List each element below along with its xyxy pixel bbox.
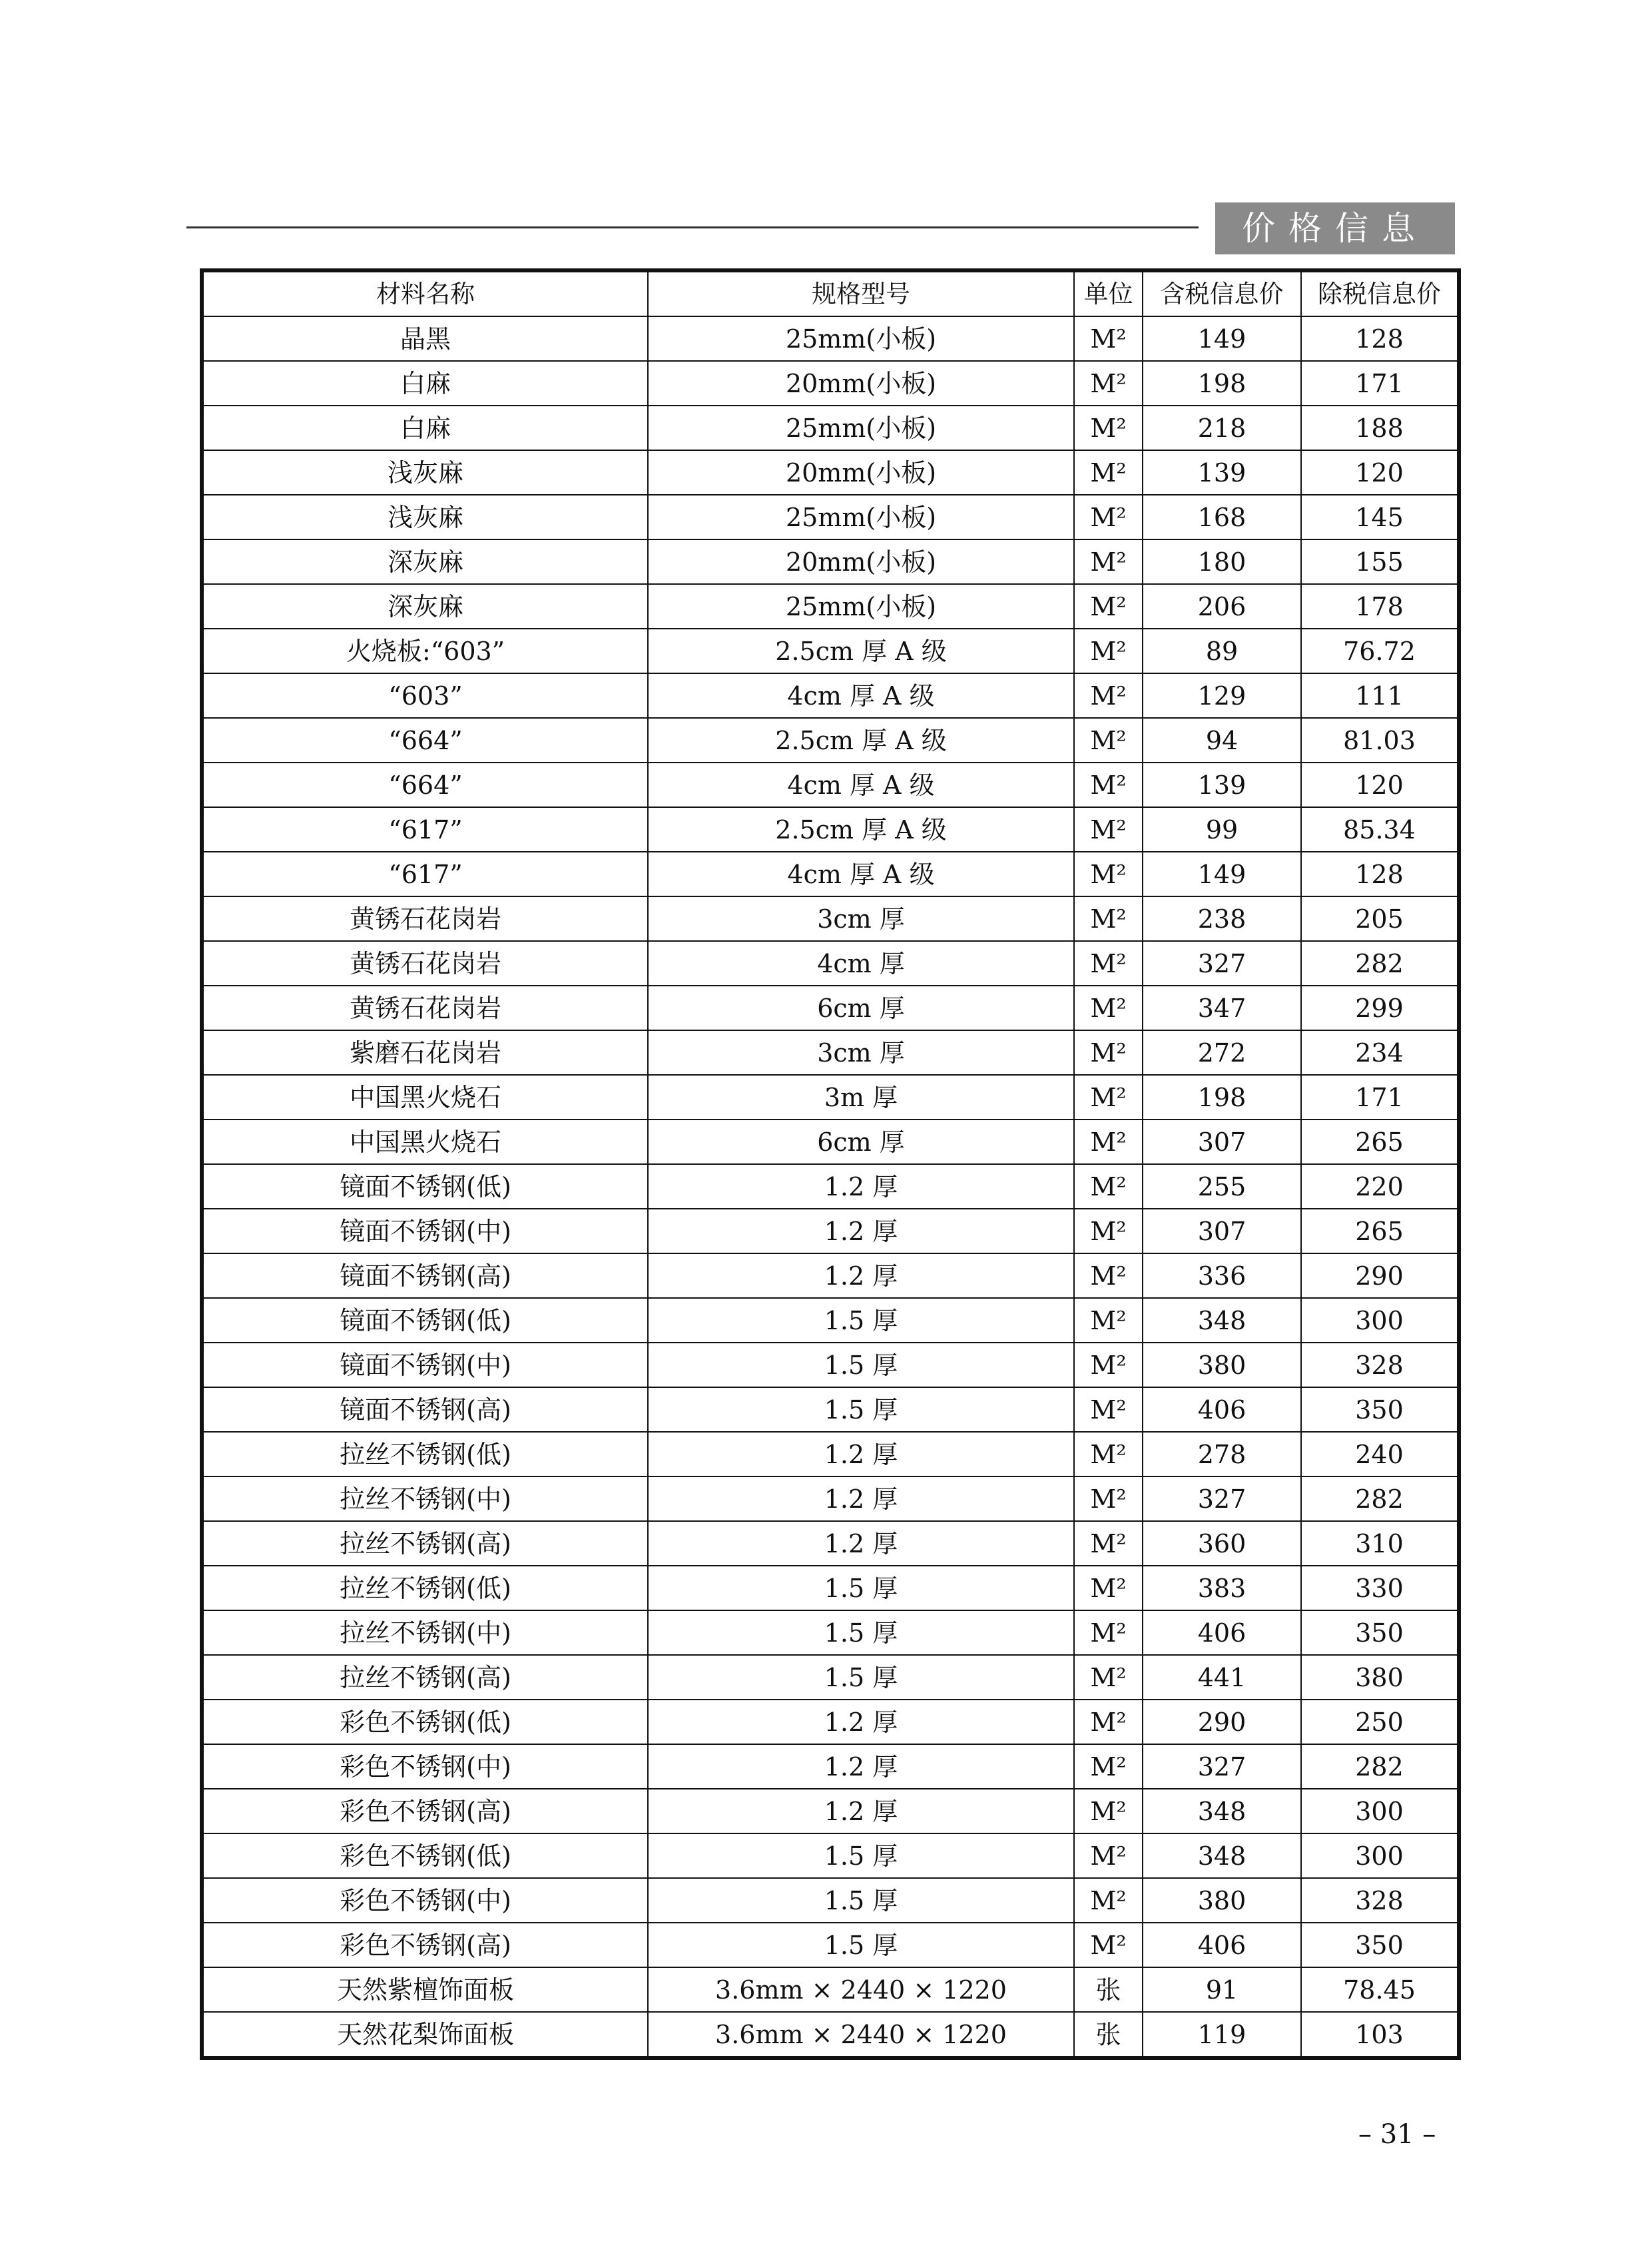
table-row xyxy=(202,1700,1459,1744)
table-row xyxy=(202,1343,1459,1387)
cell-price-without-tax: 128 xyxy=(1301,316,1459,361)
cell-specification: 1.5 厚 xyxy=(648,1878,1074,1923)
cell-unit: M² xyxy=(1074,1075,1143,1120)
cell-specification: 1.2 厚 xyxy=(648,1476,1074,1521)
cell-price-with-tax: 347 xyxy=(1143,986,1301,1030)
cell-material-name: 镜面不锈钢(低) xyxy=(202,1298,648,1343)
table-row xyxy=(202,1432,1459,1476)
column-header-specification: 规格型号 xyxy=(648,270,1074,316)
cell-specification: 1.2 厚 xyxy=(648,1744,1074,1789)
column-header-unit: 单位 xyxy=(1074,270,1143,316)
cell-material-name: “603” xyxy=(202,673,648,718)
cell-price-without-tax: 76.72 xyxy=(1301,629,1459,673)
cell-specification: 1.5 厚 xyxy=(648,1655,1074,1700)
cell-unit: M² xyxy=(1074,1253,1143,1298)
cell-price-without-tax: 78.45 xyxy=(1301,1967,1459,2012)
cell-price-with-tax: 336 xyxy=(1143,1253,1301,1298)
cell-price-with-tax: 149 xyxy=(1143,316,1301,361)
cell-specification: 1.5 厚 xyxy=(648,1610,1074,1655)
cell-unit: M² xyxy=(1074,1521,1143,1566)
cell-price-without-tax: 155 xyxy=(1301,539,1459,584)
table-row xyxy=(202,1120,1459,1164)
cell-price-without-tax: 350 xyxy=(1301,1387,1459,1432)
cell-unit: M² xyxy=(1074,1566,1143,1610)
cell-material-name: 拉丝不锈钢(高) xyxy=(202,1521,648,1566)
cell-material-name: 火烧板:“603” xyxy=(202,629,648,673)
cell-unit: M² xyxy=(1074,1030,1143,1075)
cell-material-name: 拉丝不锈钢(低) xyxy=(202,1432,648,1476)
cell-material-name: “664” xyxy=(202,718,648,763)
table-row xyxy=(202,1164,1459,1209)
cell-price-without-tax: 380 xyxy=(1301,1655,1459,1700)
cell-price-without-tax: 328 xyxy=(1301,1343,1459,1387)
cell-price-with-tax: 348 xyxy=(1143,1298,1301,1343)
cell-specification: 1.2 厚 xyxy=(648,1521,1074,1566)
cell-price-without-tax: 85.34 xyxy=(1301,807,1459,852)
cell-specification: 6cm 厚 xyxy=(648,1120,1074,1164)
cell-unit: M² xyxy=(1074,1833,1143,1878)
header-rule xyxy=(186,226,1199,228)
cell-specification: 1.5 厚 xyxy=(648,1566,1074,1610)
cell-price-with-tax: 380 xyxy=(1143,1343,1301,1387)
cell-unit: M² xyxy=(1074,986,1143,1030)
cell-material-name: 深灰麻 xyxy=(202,584,648,629)
cell-specification: 25mm(小板) xyxy=(648,406,1074,450)
cell-specification: 6cm 厚 xyxy=(648,986,1074,1030)
cell-price-without-tax: 299 xyxy=(1301,986,1459,1030)
cell-unit: M² xyxy=(1074,1387,1143,1432)
cell-specification: 3m 厚 xyxy=(648,1075,1074,1120)
cell-price-with-tax: 129 xyxy=(1143,673,1301,718)
cell-price-without-tax: 350 xyxy=(1301,1610,1459,1655)
cell-unit: M² xyxy=(1074,1610,1143,1655)
cell-price-with-tax: 307 xyxy=(1143,1209,1301,1253)
cell-price-without-tax: 300 xyxy=(1301,1298,1459,1343)
table-row xyxy=(202,1967,1459,2012)
section-title: 价格信息 xyxy=(1215,202,1455,254)
cell-price-without-tax: 128 xyxy=(1301,852,1459,896)
cell-price-without-tax: 300 xyxy=(1301,1789,1459,1833)
cell-unit: M² xyxy=(1074,629,1143,673)
cell-specification: 1.2 厚 xyxy=(648,1253,1074,1298)
cell-price-with-tax: 327 xyxy=(1143,1476,1301,1521)
cell-material-name: 彩色不锈钢(高) xyxy=(202,1789,648,1833)
cell-unit: M² xyxy=(1074,1164,1143,1209)
cell-specification: 1.5 厚 xyxy=(648,1343,1074,1387)
cell-price-without-tax: 330 xyxy=(1301,1566,1459,1610)
cell-price-with-tax: 272 xyxy=(1143,1030,1301,1075)
cell-price-with-tax: 139 xyxy=(1143,450,1301,495)
cell-specification: 2.5cm 厚 A 级 xyxy=(648,807,1074,852)
cell-unit: M² xyxy=(1074,539,1143,584)
cell-price-without-tax: 282 xyxy=(1301,941,1459,986)
cell-specification: 2.5cm 厚 A 级 xyxy=(648,629,1074,673)
cell-price-without-tax: 282 xyxy=(1301,1476,1459,1521)
cell-price-with-tax: 406 xyxy=(1143,1387,1301,1432)
cell-unit: M² xyxy=(1074,1789,1143,1833)
cell-specification: 1.2 厚 xyxy=(648,1432,1074,1476)
table-row xyxy=(202,1209,1459,1253)
cell-price-without-tax: 120 xyxy=(1301,763,1459,807)
cell-unit: M² xyxy=(1074,941,1143,986)
cell-unit: M² xyxy=(1074,1476,1143,1521)
table-row xyxy=(202,539,1459,584)
cell-specification: 25mm(小板) xyxy=(648,495,1074,539)
table-row xyxy=(202,896,1459,941)
cell-price-with-tax: 360 xyxy=(1143,1521,1301,1566)
cell-specification: 1.2 厚 xyxy=(648,1700,1074,1744)
column-header-price-without-tax: 除税信息价 xyxy=(1301,270,1459,316)
cell-material-name: 黄锈石花岗岩 xyxy=(202,986,648,1030)
cell-price-with-tax: 139 xyxy=(1143,763,1301,807)
cell-price-with-tax: 406 xyxy=(1143,1610,1301,1655)
cell-material-name: 拉丝不锈钢(中) xyxy=(202,1476,648,1521)
table-row xyxy=(202,1253,1459,1298)
cell-price-without-tax: 145 xyxy=(1301,495,1459,539)
cell-material-name: 浅灰麻 xyxy=(202,495,648,539)
cell-material-name: “664” xyxy=(202,763,648,807)
cell-price-with-tax: 119 xyxy=(1143,2012,1301,2058)
cell-price-with-tax: 238 xyxy=(1143,896,1301,941)
cell-material-name: 白麻 xyxy=(202,361,648,406)
cell-price-with-tax: 91 xyxy=(1143,1967,1301,2012)
table-row xyxy=(202,584,1459,629)
cell-price-with-tax: 94 xyxy=(1143,718,1301,763)
table-header-row xyxy=(202,270,1459,316)
cell-unit: 张 xyxy=(1074,1967,1143,2012)
cell-unit: M² xyxy=(1074,807,1143,852)
cell-material-name: 拉丝不锈钢(低) xyxy=(202,1566,648,1610)
table-row xyxy=(202,673,1459,718)
cell-price-without-tax: 111 xyxy=(1301,673,1459,718)
table-row xyxy=(202,361,1459,406)
cell-material-name: 拉丝不锈钢(中) xyxy=(202,1610,648,1655)
cell-unit: M² xyxy=(1074,1744,1143,1789)
cell-specification: 1.5 厚 xyxy=(648,1923,1074,1967)
cell-unit: M² xyxy=(1074,896,1143,941)
cell-price-without-tax: 171 xyxy=(1301,1075,1459,1120)
cell-price-with-tax: 348 xyxy=(1143,1833,1301,1878)
cell-price-with-tax: 290 xyxy=(1143,1700,1301,1744)
cell-unit: M² xyxy=(1074,1432,1143,1476)
cell-material-name: 天然紫檀饰面板 xyxy=(202,1967,648,2012)
cell-material-name: 彩色不锈钢(低) xyxy=(202,1700,648,1744)
table-row xyxy=(202,986,1459,1030)
cell-price-with-tax: 180 xyxy=(1143,539,1301,584)
cell-material-name: 镜面不锈钢(低) xyxy=(202,1164,648,1209)
cell-unit: M² xyxy=(1074,1120,1143,1164)
cell-specification: 1.2 厚 xyxy=(648,1209,1074,1253)
table-row xyxy=(202,1789,1459,1833)
cell-price-without-tax: 290 xyxy=(1301,1253,1459,1298)
cell-price-without-tax: 310 xyxy=(1301,1521,1459,1566)
cell-specification: 1.5 厚 xyxy=(648,1833,1074,1878)
cell-specification: 4cm 厚 xyxy=(648,941,1074,986)
cell-price-without-tax: 328 xyxy=(1301,1878,1459,1923)
cell-specification: 1.2 厚 xyxy=(648,1789,1074,1833)
cell-unit: M² xyxy=(1074,361,1143,406)
cell-material-name: 彩色不锈钢(中) xyxy=(202,1744,648,1789)
cell-unit: M² xyxy=(1074,763,1143,807)
cell-price-with-tax: 441 xyxy=(1143,1655,1301,1700)
cell-specification: 3.6mm × 2440 × 1220 xyxy=(648,2012,1074,2058)
cell-specification: 4cm 厚 A 级 xyxy=(648,673,1074,718)
cell-specification: 3cm 厚 xyxy=(648,1030,1074,1075)
table-row xyxy=(202,718,1459,763)
cell-unit: M² xyxy=(1074,1878,1143,1923)
cell-price-without-tax: 282 xyxy=(1301,1744,1459,1789)
cell-specification: 20mm(小板) xyxy=(648,450,1074,495)
cell-material-name: 彩色不锈钢(中) xyxy=(202,1878,648,1923)
table-row xyxy=(202,1387,1459,1432)
cell-unit: M² xyxy=(1074,1209,1143,1253)
cell-specification: 3.6mm × 2440 × 1220 xyxy=(648,1967,1074,2012)
cell-unit: M² xyxy=(1074,495,1143,539)
table-row xyxy=(202,2012,1459,2058)
cell-unit: M² xyxy=(1074,718,1143,763)
cell-material-name: 深灰麻 xyxy=(202,539,648,584)
cell-material-name: 紫磨石花岗岩 xyxy=(202,1030,648,1075)
price-table-body xyxy=(202,316,1459,2058)
cell-unit: M² xyxy=(1074,1700,1143,1744)
cell-price-with-tax: 89 xyxy=(1143,629,1301,673)
cell-material-name: 晶黑 xyxy=(202,316,648,361)
cell-material-name: 拉丝不锈钢(高) xyxy=(202,1655,648,1700)
table-row xyxy=(202,1610,1459,1655)
table-row xyxy=(202,1298,1459,1343)
cell-unit: M² xyxy=(1074,1343,1143,1387)
cell-price-without-tax: 265 xyxy=(1301,1120,1459,1164)
cell-price-without-tax: 188 xyxy=(1301,406,1459,450)
cell-unit: M² xyxy=(1074,406,1143,450)
cell-specification: 1.5 厚 xyxy=(648,1387,1074,1432)
cell-unit: M² xyxy=(1074,852,1143,896)
cell-specification: 1.2 厚 xyxy=(648,1164,1074,1209)
cell-price-without-tax: 205 xyxy=(1301,896,1459,941)
cell-price-with-tax: 383 xyxy=(1143,1566,1301,1610)
cell-price-without-tax: 178 xyxy=(1301,584,1459,629)
cell-material-name: 镜面不锈钢(中) xyxy=(202,1343,648,1387)
table-row xyxy=(202,1075,1459,1120)
cell-price-without-tax: 300 xyxy=(1301,1833,1459,1878)
cell-material-name: “617” xyxy=(202,852,648,896)
cell-price-with-tax: 327 xyxy=(1143,941,1301,986)
cell-material-name: 天然花梨饰面板 xyxy=(202,2012,648,2058)
table-row xyxy=(202,1878,1459,1923)
cell-price-without-tax: 171 xyxy=(1301,361,1459,406)
column-header-price-with-tax: 含税信息价 xyxy=(1143,270,1301,316)
cell-unit: M² xyxy=(1074,1298,1143,1343)
cell-price-without-tax: 220 xyxy=(1301,1164,1459,1209)
table-row xyxy=(202,1833,1459,1878)
column-header-material-name: 材料名称 xyxy=(202,270,648,316)
table-row xyxy=(202,1923,1459,1967)
table-row xyxy=(202,807,1459,852)
cell-price-with-tax: 149 xyxy=(1143,852,1301,896)
cell-material-name: 镜面不锈钢(中) xyxy=(202,1209,648,1253)
cell-price-with-tax: 307 xyxy=(1143,1120,1301,1164)
cell-unit: 张 xyxy=(1074,2012,1143,2058)
cell-material-name: 黄锈石花岗岩 xyxy=(202,941,648,986)
cell-price-with-tax: 198 xyxy=(1143,361,1301,406)
cell-unit: M² xyxy=(1074,584,1143,629)
cell-price-with-tax: 348 xyxy=(1143,1789,1301,1833)
table-row xyxy=(202,1655,1459,1700)
cell-specification: 20mm(小板) xyxy=(648,539,1074,584)
cell-material-name: 黄锈石花岗岩 xyxy=(202,896,648,941)
cell-price-with-tax: 218 xyxy=(1143,406,1301,450)
cell-price-without-tax: 240 xyxy=(1301,1432,1459,1476)
table-row xyxy=(202,763,1459,807)
table-row xyxy=(202,629,1459,673)
cell-material-name: 白麻 xyxy=(202,406,648,450)
cell-specification: 20mm(小板) xyxy=(648,361,1074,406)
cell-specification: 3cm 厚 xyxy=(648,896,1074,941)
cell-specification: 4cm 厚 A 级 xyxy=(648,852,1074,896)
cell-material-name: 镜面不锈钢(高) xyxy=(202,1253,648,1298)
table-row xyxy=(202,1476,1459,1521)
cell-material-name: 镜面不锈钢(高) xyxy=(202,1387,648,1432)
cell-price-with-tax: 255 xyxy=(1143,1164,1301,1209)
cell-price-without-tax: 234 xyxy=(1301,1030,1459,1075)
table-row xyxy=(202,316,1459,361)
cell-price-with-tax: 198 xyxy=(1143,1075,1301,1120)
cell-material-name: 彩色不锈钢(低) xyxy=(202,1833,648,1878)
table-row xyxy=(202,495,1459,539)
price-table xyxy=(200,268,1461,2060)
cell-material-name: 中国黑火烧石 xyxy=(202,1075,648,1120)
cell-price-with-tax: 278 xyxy=(1143,1432,1301,1476)
cell-price-with-tax: 206 xyxy=(1143,584,1301,629)
cell-material-name: 彩色不锈钢(高) xyxy=(202,1923,648,1967)
cell-specification: 2.5cm 厚 A 级 xyxy=(648,718,1074,763)
cell-price-without-tax: 81.03 xyxy=(1301,718,1459,763)
table-row xyxy=(202,1744,1459,1789)
cell-price-without-tax: 350 xyxy=(1301,1923,1459,1967)
page-number: – 31 – xyxy=(1358,2119,1436,2150)
cell-price-with-tax: 168 xyxy=(1143,495,1301,539)
cell-specification: 25mm(小板) xyxy=(648,584,1074,629)
cell-price-without-tax: 103 xyxy=(1301,2012,1459,2058)
table-row xyxy=(202,406,1459,450)
cell-specification: 4cm 厚 A 级 xyxy=(648,763,1074,807)
cell-unit: M² xyxy=(1074,1923,1143,1967)
cell-specification: 1.5 厚 xyxy=(648,1298,1074,1343)
cell-unit: M² xyxy=(1074,450,1143,495)
cell-material-name: “617” xyxy=(202,807,648,852)
table-row xyxy=(202,1030,1459,1075)
cell-material-name: 中国黑火烧石 xyxy=(202,1120,648,1164)
cell-unit: M² xyxy=(1074,1655,1143,1700)
table-row xyxy=(202,852,1459,896)
table-row xyxy=(202,941,1459,986)
table-row xyxy=(202,450,1459,495)
cell-unit: M² xyxy=(1074,316,1143,361)
cell-price-without-tax: 265 xyxy=(1301,1209,1459,1253)
cell-price-with-tax: 406 xyxy=(1143,1923,1301,1967)
cell-price-with-tax: 99 xyxy=(1143,807,1301,852)
cell-material-name: 浅灰麻 xyxy=(202,450,648,495)
cell-price-with-tax: 380 xyxy=(1143,1878,1301,1923)
table-row xyxy=(202,1566,1459,1610)
cell-unit: M² xyxy=(1074,673,1143,718)
table-row xyxy=(202,1521,1459,1566)
cell-specification: 25mm(小板) xyxy=(648,316,1074,361)
cell-price-with-tax: 327 xyxy=(1143,1744,1301,1789)
cell-price-without-tax: 250 xyxy=(1301,1700,1459,1744)
cell-price-without-tax: 120 xyxy=(1301,450,1459,495)
